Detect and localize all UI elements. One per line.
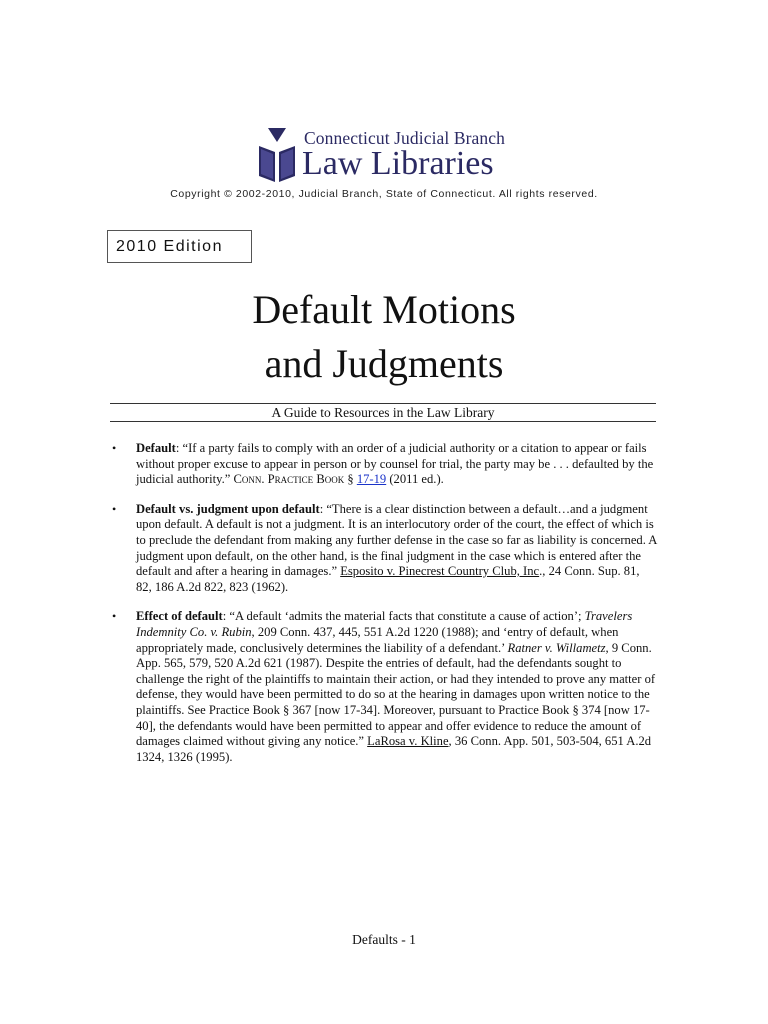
copyright-notice: Copyright © 2002-2010, Judicial Branch, State of Connecticut. All rights reserved. xyxy=(170,188,598,200)
bullet-term: Default xyxy=(136,441,176,455)
case-citation: LaRosa v. Kline xyxy=(367,734,449,749)
practice-book-link[interactable]: 17-19 xyxy=(356,472,387,487)
citation-source: Conn. Practice Book xyxy=(233,472,345,487)
logo-law-libraries: Law Libraries xyxy=(302,145,494,182)
page-title xyxy=(0,283,768,391)
page-footer: Defaults - 1 xyxy=(352,932,416,947)
bullet-list xyxy=(112,441,658,779)
bullet-text: , 36 Conn. App. 501, 503-504, 651 A.2d 1324, 1326 (1995). xyxy=(136,734,652,764)
bullet-text: 9 Conn. App. 565, 579, 520 A.2d 621 (1987). Despite the entries of default, had the defendants sought to challenge the right of the plaintiffs to maintain their action, or had they intended to prove any matter of defense, they would have been permitted to do so at the hearing in damages upon written notice to the plaintiffs. See Practice Book § 367 [now 17-34]. Moreover, pursuant to Practice Book § 374 [now 17-40], the defendants would have been permitted to appear and offer evidence to reduce the amount of damages claimed without giving any notice.” xyxy=(136,640,656,749)
subtitle-rule-bottom xyxy=(110,421,656,422)
bullet-term: Effect of default xyxy=(136,609,223,624)
citation-section: § xyxy=(344,472,357,487)
case-citation: Ratner v. Willametz, xyxy=(507,640,609,655)
bullet-dot-icon: • xyxy=(112,609,117,624)
subtitle: A Guide to Resources in the Law Library xyxy=(271,405,495,420)
bullet-text: : “If a party fails to comply with an order of a judicial authority or a citation to appear or fails without proper excuse to appear in person or by counsel for trial, the party may be . . . defaulted by the judicial authority.” xyxy=(136,441,654,487)
bullet-text: , 209 Conn. 437, 445, 551 A.2d 1220 (1988); and ‘entry of default, when appropriately made, conclusively determines the liability of a defendant.’ xyxy=(136,624,619,655)
bullet-text: : “A default ‘admits the material facts that constitute a cause of action’; xyxy=(222,609,585,624)
bullet-default-vs-judgment xyxy=(112,502,658,596)
book-logo-icon xyxy=(258,126,296,184)
edition-box: 2010 Edition xyxy=(107,230,252,263)
logo-org-name: Connecticut Judicial Branch xyxy=(304,128,505,148)
bullet-effect-of-default xyxy=(112,609,658,765)
bullet-default xyxy=(112,441,658,488)
bullet-text: (2011 ed.). xyxy=(386,472,444,487)
bullet-text: ., 24 Conn. Sup. 81, 82, 186 A.2d 822, 823 (1962). xyxy=(136,564,640,594)
title-line-1: Default Motions xyxy=(252,287,516,332)
title-line-2: and Judgments xyxy=(264,341,504,386)
bullet-dot-icon: • xyxy=(112,501,117,516)
bullet-dot-icon: • xyxy=(112,441,117,455)
bullet-text: : “There is a clear distinction between a default…and a judgment upon default. A default is not a judgment. It is an interlocutory order of the court, the effect of which is to preclude the defendant from making any further defense in the case so far as liability is concerned. A judgment upon default, on the other hand, is the final judgment in the case which is entered after the default and after a hearing in damages.” xyxy=(136,501,657,579)
case-citation: Travelers Indemnity Co. v. Rubin xyxy=(136,609,633,639)
law-libraries-logo xyxy=(258,126,518,184)
case-citation: Esposito v. Pinecrest Country Club, Inc xyxy=(340,564,540,579)
bullet-term: Default vs. judgment upon default xyxy=(136,501,320,516)
